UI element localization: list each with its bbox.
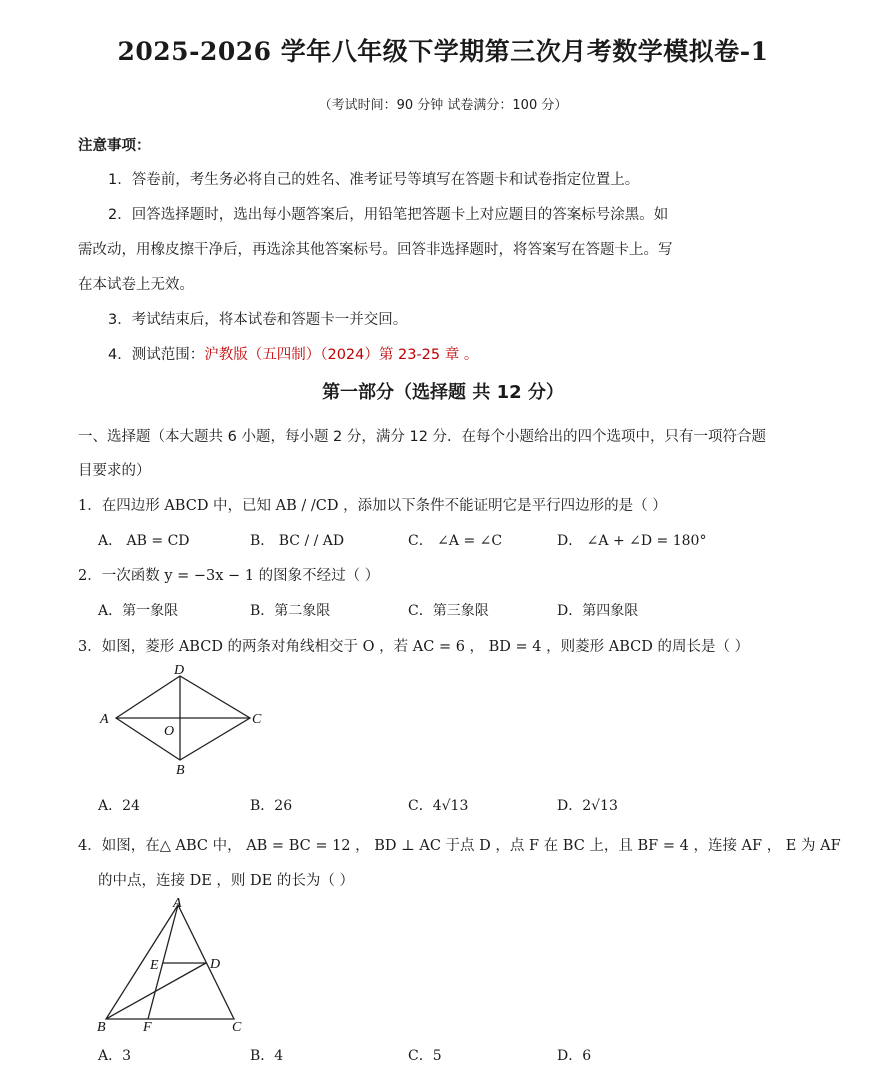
q4-option-c: C．5 <box>408 1048 442 1064</box>
q1-option-c: C． ∠A = ∠C <box>408 533 503 549</box>
q3-option-a: A．24 <box>98 798 140 814</box>
triangle-label-c: C <box>232 1020 242 1035</box>
q1-option-a: A． AB = CD <box>98 533 190 549</box>
q2-option-b: B．第二象限 <box>250 603 331 619</box>
q3-option-d: D．2√13 <box>557 798 618 814</box>
triangle-label-f: F <box>143 1020 152 1035</box>
note-item-1: 1．答卷前，考生务必将自己的姓名、准考证号等填写在答题卡和试卷指定位置上。 <box>108 172 640 188</box>
triangle-figure <box>92 893 262 1038</box>
rhombus-label-c: C <box>252 712 262 727</box>
q4-option-d: D．6 <box>557 1048 592 1064</box>
part1-instruction-line-1: 一、选择题（本大题共 6 小题，每小题 2 分，满分 12 分．在每个小题给出的四个选项中，只有一项符合题 <box>78 429 767 445</box>
note-item-2-line-3: 在本试卷上无效。 <box>78 277 194 293</box>
rhombus-label-o: O <box>164 724 175 739</box>
notes-heading: 注意事项： <box>78 138 151 154</box>
q4-option-b: B．4 <box>250 1048 284 1064</box>
note-item-4-prefix: 4．测试范围： <box>108 347 205 363</box>
rhombus-label-d: D <box>174 663 185 678</box>
q1-option-d: D． ∠A + ∠D = 180° <box>557 533 707 549</box>
exam-info: （考试时间：90 分钟 试卷满分：100 分） <box>318 98 568 113</box>
q1-stem: 1．在四边形 ABCD 中，已知 AB / /CD ，添加以下条件不能证明它是平行四边形的是（ ） <box>78 498 667 514</box>
triangle-label-d: D <box>210 957 221 972</box>
rhombus-label-a: A <box>100 712 109 727</box>
q2-option-c: C．第三象限 <box>408 603 489 619</box>
test-range: 沪教版（五四制）（2024）第 23-25 章 。 <box>204 347 479 363</box>
note-item-4 <box>108 343 478 364</box>
triangle-label-e: E <box>150 958 159 973</box>
q3-option-b: B．26 <box>250 798 293 814</box>
q3-stem: 3．如图，菱形 ABCD 的两条对角线相交于 O ，若 AC = 6 ， BD = 4 ，则菱形 ABCD 的周长是（ ） <box>78 639 750 655</box>
rhombus-label-b: B <box>176 763 185 778</box>
part1-title: 第一部分（选择题 共 12 分） <box>322 382 564 403</box>
q3-option-c: C．4√13 <box>408 798 469 814</box>
q2-option-a: A．第一象限 <box>98 603 179 619</box>
q4-option-a: A．3 <box>98 1048 132 1064</box>
q1-option-b: B． BC / / AD <box>250 533 345 549</box>
note-item-2-line-2: 需改动，用橡皮擦干净后，再选涂其他答案标号。回答非选择题时，将答案写在答题卡上。写 <box>78 242 673 258</box>
triangle-label-a: A <box>173 896 182 911</box>
page-title: 2025-2026 学年八年级下学期第三次月考数学模拟卷-1 <box>117 37 769 66</box>
triangle-label-b: B <box>97 1020 106 1035</box>
rhombus-figure <box>92 660 272 780</box>
q2-stem: 2．一次函数 y = −3x − 1 的图象不经过（ ） <box>78 568 380 584</box>
q4-stem-line-1: 4．如图，在△ ABC 中， AB = BC = 12 ， BD ⊥ AC 于点 D ，点 F 在 BC 上，且 BF = 4 ，连接 AF ， E 为 AF <box>78 838 841 854</box>
part1-instruction-line-2: 目要求的） <box>78 463 151 479</box>
q4-stem-line-2: 的中点，连接 DE ，则 DE 的长为（ ） <box>98 873 354 889</box>
q2-option-d: D．第四象限 <box>557 603 639 619</box>
note-item-3: 3．考试结束后，将本试卷和答题卡一并交回。 <box>108 312 408 328</box>
note-item-2-line-1: 2．回答选择题时，选出每小题答案后，用铅笔把答题卡上对应题目的答案标号涂黑。如 <box>108 207 669 223</box>
